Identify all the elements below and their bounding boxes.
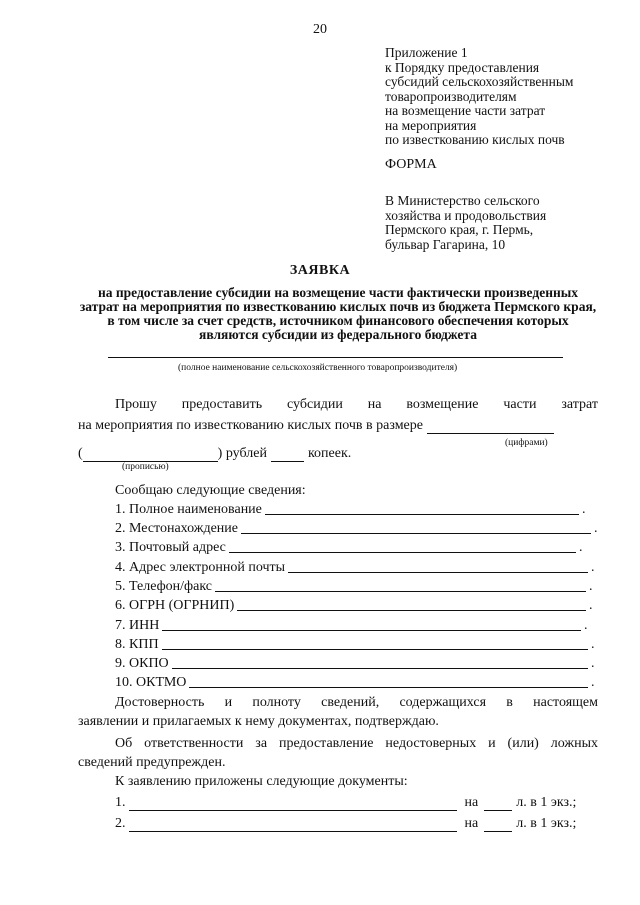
field-end: .: [591, 675, 595, 690]
appendix-line: на мероприятия: [385, 117, 477, 133]
document-number: 2.: [115, 816, 126, 831]
rubles-text: ) рублей: [217, 446, 267, 461]
document-item: [115, 795, 576, 811]
field-ogrn: [115, 598, 595, 614]
documents-intro: К заявлению приложены следующие документы:: [115, 774, 408, 789]
request-line-3: [78, 446, 351, 462]
field-oktmo: [115, 675, 597, 691]
warning-line-1: Об ответственности за предоставление недостоверных и (или) ложных: [115, 736, 598, 751]
field-inn: [115, 618, 590, 634]
document-pages-text: л. в 1 экз.;: [516, 816, 577, 831]
field-input[interactable]: [162, 629, 581, 631]
document-on-text: на: [464, 816, 479, 831]
field-end: .: [582, 502, 586, 517]
field-label: 10. ОКТМО: [115, 675, 187, 690]
field-label: 4. Адрес электронной почты: [115, 560, 286, 575]
field-email: [115, 560, 597, 576]
request-line-2: [78, 418, 554, 434]
field-end: .: [594, 521, 598, 536]
addressee-line: Пермского края, г. Пермь,: [385, 222, 534, 237]
field-label: 8. КПП: [115, 637, 159, 652]
field-end: .: [591, 560, 595, 575]
info-intro: Сообщаю следующие сведения:: [115, 483, 306, 498]
field-label: 2. Местонахождение: [115, 521, 239, 536]
field-input[interactable]: [229, 551, 576, 553]
document-pages-field[interactable]: [484, 796, 512, 811]
addressee-block: [385, 194, 546, 252]
applicant-name-caption: (полное наименование сельскохозяйственного товаропроизводителя): [178, 363, 458, 373]
field-full-name: [115, 502, 588, 518]
document-item: [115, 816, 576, 832]
field-input[interactable]: [215, 590, 586, 592]
field-input[interactable]: [265, 513, 579, 515]
field-input[interactable]: [288, 571, 588, 573]
amount-words-field[interactable]: [83, 447, 218, 462]
field-postal-address: [115, 540, 585, 556]
field-location: [115, 521, 600, 537]
document-subtitle: на предоставление субсидии на возмещение части фактически произведенных затрат на мероприятия по известкованию кислых почв из бюджета Пермского края, в том числе за счет средств, источником финансового обеспечения которых являются субсидии из федерального бюджета: [79, 285, 597, 342]
field-input[interactable]: [162, 648, 588, 650]
field-end: .: [589, 598, 593, 613]
field-end: .: [584, 618, 588, 633]
document-pages-field[interactable]: [484, 817, 512, 832]
appendix-line: субсидий сельскохозяйственным: [385, 74, 574, 89]
appendix-line: товаропроизводителям: [385, 88, 517, 104]
kopecks-text: копеек.: [307, 446, 352, 461]
field-input[interactable]: [241, 532, 591, 534]
words-caption: (прописью): [122, 462, 169, 472]
field-okpo: [115, 656, 597, 672]
addressee-line: хозяйства и продовольствия: [385, 207, 547, 223]
document-on-text: на: [464, 795, 479, 810]
field-label: 6. ОГРН (ОГРНИП): [115, 598, 235, 613]
addressee-line: бульвар Гагарина, 10: [385, 236, 506, 252]
form-label: ФОРМА: [385, 157, 437, 172]
warning-line-2: сведений предупрежден.: [78, 755, 226, 770]
confirm-line-2: заявлении и прилагаемых к нему документах, подтверждаю.: [78, 714, 439, 729]
applicant-name-field[interactable]: [108, 357, 563, 358]
field-input[interactable]: [172, 667, 588, 669]
kopecks-field[interactable]: [271, 447, 304, 462]
page-number: 20: [313, 22, 327, 37]
field-label: 9. ОКПО: [115, 656, 169, 671]
confirm-line-1: Достоверность и полноту сведений, содержащихся в настоящем: [115, 695, 598, 710]
field-kpp: [115, 637, 597, 653]
field-label: 3. Почтовый адрес: [115, 540, 226, 555]
appendix-header: [385, 46, 573, 148]
field-end: .: [589, 579, 593, 594]
field-end: .: [579, 540, 583, 555]
request-line-1: Прошу предоставить субсидии на возмещение части затрат: [115, 397, 598, 412]
field-end: .: [591, 637, 595, 652]
amount-digits-field[interactable]: [427, 419, 554, 434]
field-input[interactable]: [189, 686, 588, 688]
field-end: .: [591, 656, 595, 671]
appendix-line: Приложение 1: [385, 45, 468, 60]
appendix-line: на возмещение части затрат: [385, 103, 546, 118]
appendix-line: к Порядку предоставления: [385, 59, 540, 75]
digits-caption: (цифрами): [505, 438, 548, 448]
document-number: 1.: [115, 795, 126, 810]
field-phone-fax: [115, 579, 595, 595]
field-input[interactable]: [237, 609, 586, 611]
field-label: 7. ИНН: [115, 618, 160, 633]
field-label: 5. Телефон/факс: [115, 579, 213, 594]
document-title: ЗАЯВКА: [289, 263, 351, 278]
document-pages-text: л. в 1 экз.;: [516, 795, 577, 810]
document-name-field[interactable]: [129, 796, 457, 811]
field-label: 1. Полное наименование: [115, 502, 262, 517]
open-paren: (: [78, 446, 83, 461]
appendix-line: по известкованию кислых почв: [385, 132, 565, 147]
request-line-2-text: на мероприятия по известкованию кислых почв в размере: [78, 418, 423, 433]
addressee-line: В Министерство сельского: [385, 193, 540, 208]
document-name-field[interactable]: [129, 817, 457, 832]
